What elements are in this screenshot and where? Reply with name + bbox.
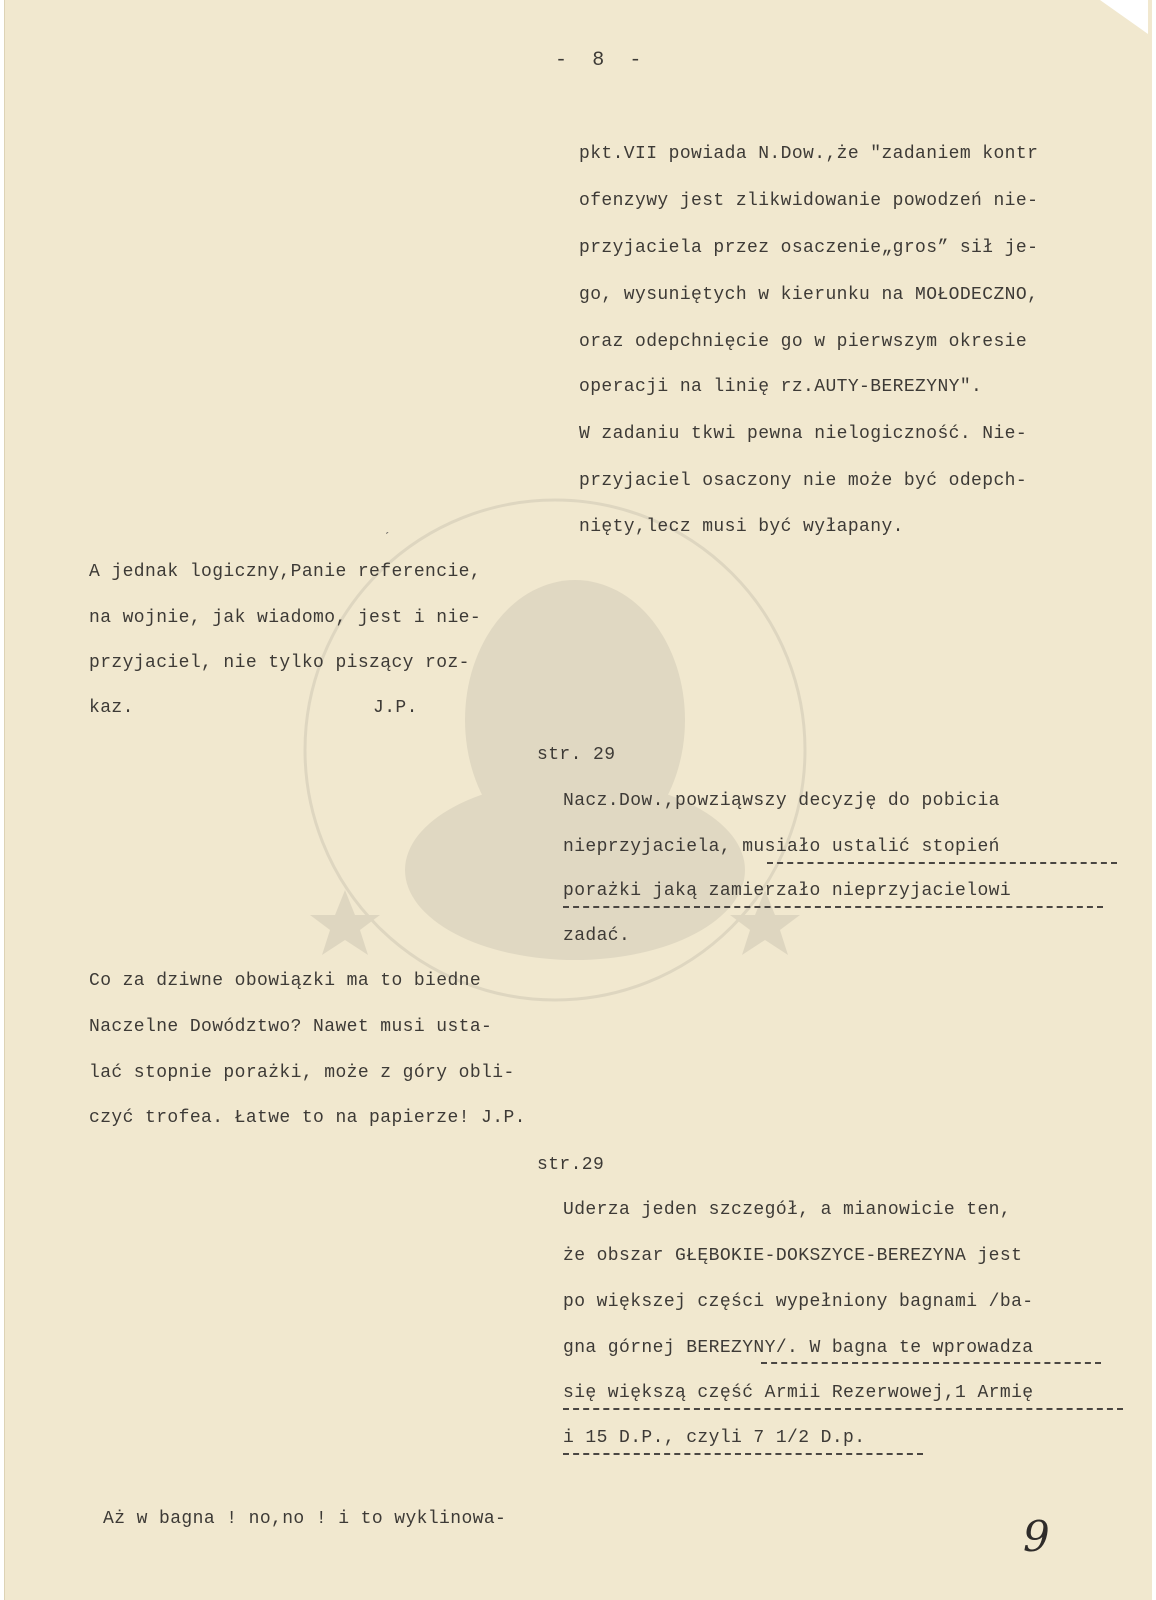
comment-line: na wojnie, jak wiadomo, jest i nie- (89, 608, 482, 628)
text-line: gna górnej BEREZYNY/. W bagna te wprowadza (563, 1338, 1034, 1358)
text-line: przyjaciela przez osaczenie„gros” sił je- (579, 238, 1039, 258)
text-line: Nacz.Dow.,powziąwszy decyzję do pobicia (563, 791, 1000, 811)
comment-line: Naczelne Dowództwo? Nawet musi usta- (89, 1017, 493, 1037)
text-line: się większą część Armii Rezerwowej,1 Armię (563, 1383, 1034, 1403)
comment-line: A jednak logiczny,Panie referencie, (89, 562, 482, 582)
document-page (4, 0, 1152, 1600)
text-line: porażki jaką zamierzało nieprzyjacielowi (563, 881, 1012, 901)
comment-line: czyć trofea. Łatwe to na papierze! J.P. (89, 1108, 526, 1128)
text-line: przyjaciel osaczony nie może być odepch- (579, 471, 1028, 491)
text-line: operacji na linię rz.AUTY-BEREZYNY". (579, 377, 983, 397)
page-reference: str.29 (537, 1155, 605, 1175)
page-marker: - 8 - (555, 49, 642, 72)
signature: J.P. (373, 698, 418, 718)
text-line: że obszar GŁĘBOKIE-DOKSZYCE-BEREZYNA jest (563, 1246, 1023, 1266)
text-line: nięty,lecz musi być wyłapany. (579, 517, 904, 537)
text-line: nieprzyjaciela, musiało ustalić stopień (563, 837, 1000, 857)
comment-line: Co za dziwne obowiązki ma to biedne (89, 971, 482, 991)
page-corner-fold (1100, 0, 1148, 34)
text-line: po większej części wypełniony bagnami /ba- (563, 1292, 1034, 1312)
comment-line: Aż w bagna ! no,no ! i to wyklinowa- (103, 1509, 507, 1529)
page-reference: str. 29 (537, 745, 616, 765)
text-line: ofenzywy jest zlikwidowanie powodzeń nie- (579, 191, 1039, 211)
stray-mark: ˏ (383, 520, 392, 536)
underline (563, 906, 1103, 908)
text-line: Uderza jeden szczegół, a mianowicie ten, (563, 1200, 1012, 1220)
text-line: oraz odepchnięcie go w pierwszym okresie (579, 332, 1028, 352)
underline (563, 1408, 1123, 1410)
comment-line: przyjaciel, nie tylko piszący roz- (89, 653, 470, 673)
comment-line: kaz. (89, 698, 134, 718)
text-line: zadać. (563, 926, 631, 946)
underline (563, 1453, 923, 1455)
handwritten-page-number: 9 (1023, 1512, 1050, 1561)
underline (761, 1362, 1101, 1364)
text-line: go, wysuniętych w kierunku na MOŁODECZNO, (579, 285, 1039, 305)
text-line: W zadaniu tkwi pewna nielogiczność. Nie- (579, 424, 1028, 444)
comment-line: lać stopnie porażki, może z góry obli- (89, 1063, 515, 1083)
text-line: pkt.VII powiada N.Dow.,że "zadaniem kontr (579, 144, 1039, 164)
underline (767, 862, 1117, 864)
text-line: i 15 D.P., czyli 7 1/2 D.p. (563, 1428, 866, 1448)
